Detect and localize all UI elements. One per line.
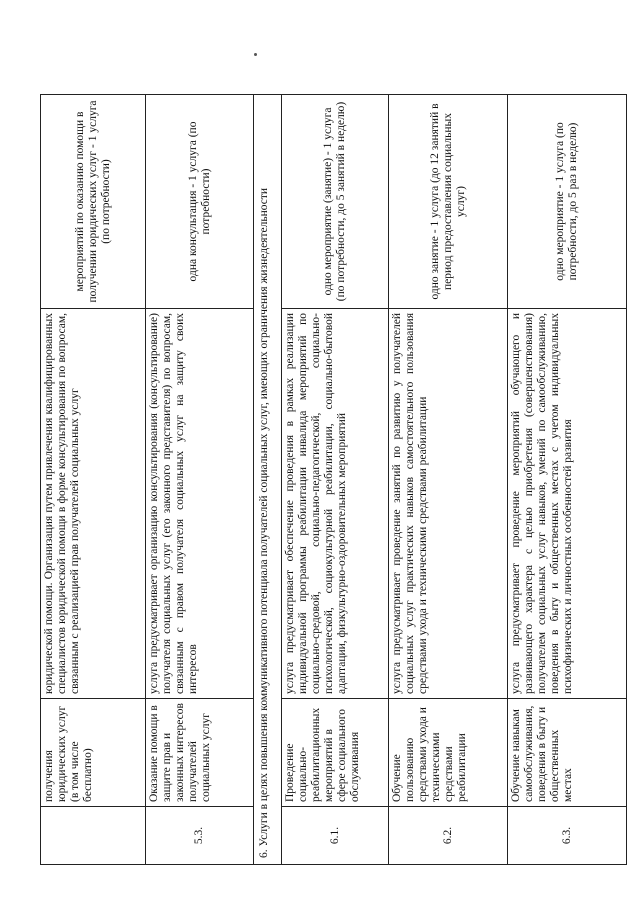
service-name: Оказание помощи в защите прав и законных интересов получателей социальных услуг [146, 699, 254, 807]
table-row [41, 95, 146, 865]
service-name: получения юридических услуг (в том числе бесплатно) [41, 699, 146, 807]
section-heading: 6. Услуги в целях повышения коммуникативного потенциала получателей социальных услуг, имеющих ограничения жизнедеятельности [254, 95, 282, 865]
row-number: 6.3. [508, 807, 627, 865]
table-row [146, 95, 254, 865]
service-name: Обучение пользованию средствами ухода и техническими средствами реабилитации [389, 699, 508, 807]
service-name: Проведение социально-реабилитационных мероприятий в сфере социального обслуживания [282, 699, 389, 807]
service-volume: одно мероприятие - 1 услуга (по потребности, до 5 раз в неделю) [508, 95, 627, 309]
table-row [282, 95, 389, 865]
service-volume: мероприятий по оказанию помощи в получении юридических услуг - 1 услуга (по потребности) [41, 95, 146, 309]
service-volume: одно занятие - 1 услуга (до 12 занятий в период предоставления социальных услуг) [389, 95, 508, 309]
service-description: услуга предусматривает организацию консультирования (консультирование) получателя социальных услуг (его законного представителя) по вопросам, связанным с правом получателя социальных услуг на защиту своих интересов [146, 309, 254, 699]
row-number: 5.3. [146, 807, 254, 865]
service-description: услуга предусматривает обеспечение проведения в рамках реализации индивидуальной программы реабилитации инвалида мероприятий по социально-средовой, социально-педагогической, социально-психологической, социокультурной реабилитации, социально-бытовой адаптации, физкультурно-оздоровительных мероприятий [282, 309, 389, 699]
service-volume: одно мероприятие (занятие) - 1 услуга (по потребности, до 5 занятий в неделю) [282, 95, 389, 309]
table-row [508, 95, 627, 865]
service-volume: одна консультация - 1 услуга (по потребности) [146, 95, 254, 309]
row-number: 6.1. [282, 807, 389, 865]
scan-speck [254, 53, 257, 56]
service-name: Обучение навыкам самообслуживания, поведения в быту и общественных местах [508, 699, 627, 807]
services-table [40, 94, 627, 865]
service-description: юридической помощи. Организация путем привлечения квалифицированных специалистов юридической помощи в форме консультирования по вопросам, связанным с реализацией прав получателей социальных услуг [41, 309, 146, 699]
rotated-page [40, 95, 600, 865]
section-row [254, 95, 282, 865]
row-number [41, 807, 146, 865]
service-description: услуга предусматривает проведение занятий по развитию у получателей социальных услуг практических навыков самостоятельного пользования средствами ухода и техническими средствами реабилитации [389, 309, 508, 699]
row-number: 6.2. [389, 807, 508, 865]
table-row [389, 95, 508, 865]
service-description: услуга предусматривает проведение мероприятий обучающего и развивающего характера с целью приобретения (совершенствования) получателем социальных услуг навыков, умений по самообслуживанию, поведения в быту и общественных местах с учетом индивидуальных психофизических и личностных особенностей развития [508, 309, 627, 699]
